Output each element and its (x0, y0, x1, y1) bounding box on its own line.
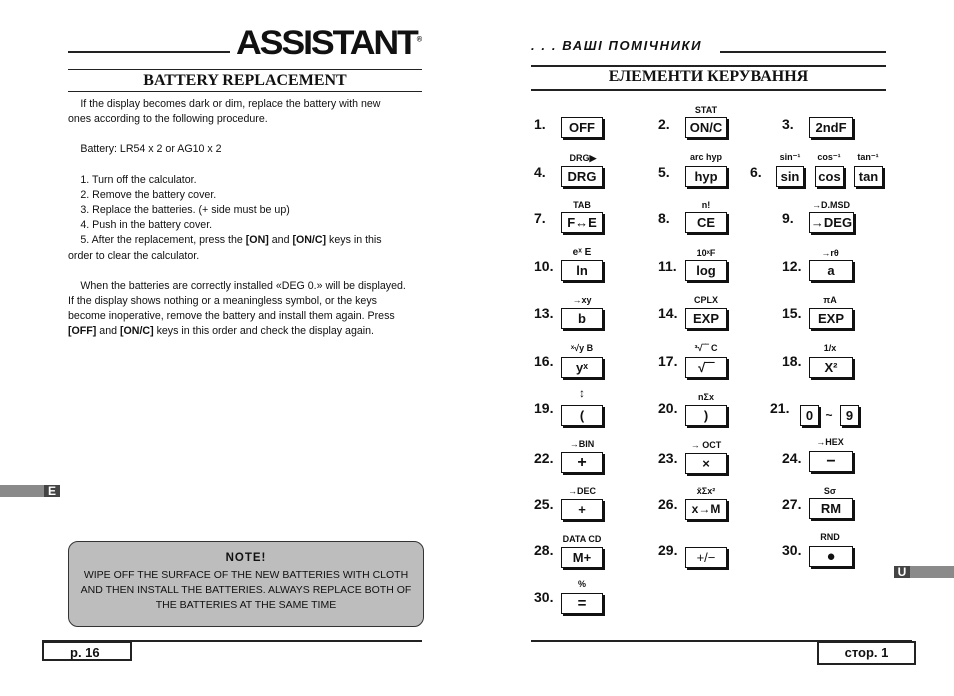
key-label-tab: TAB (573, 200, 591, 210)
key-label-updown: ↕ (579, 386, 585, 400)
key-label-reciprocal: 1/x (823, 343, 837, 353)
key-label-pi: πA (823, 295, 837, 305)
item-number: 7. (534, 210, 546, 226)
item-number: 9. (782, 210, 794, 226)
key-label-cube-root: ³√‾‾ C (694, 343, 718, 353)
note-body: WIPE OFF THE SURFACE OF THE NEW BATTERIES WITH CLOTH AND THEN INSTALL THE BATTERIES. ALWAYS REPLACE BOTH OF THE BATTERIES AT THE SAME TIME (80, 569, 412, 611)
side-tab-letter-e: E (44, 485, 60, 497)
key-label-drg: DRG▶ (569, 153, 597, 163)
step-2: 2. Remove the battery cover. (80, 188, 217, 201)
item-number: 14. (658, 305, 678, 321)
key-sin[interactable]: sin (776, 166, 804, 187)
key-label-bin: →BIN (569, 439, 595, 449)
key-arrow[interactable]: EXP (685, 308, 727, 329)
key-ce[interactable]: CE (685, 212, 727, 233)
item-number: 1. (534, 116, 546, 132)
item-number: 27. (782, 496, 802, 512)
item-number: 8. (658, 210, 670, 226)
item-number: 22. (534, 450, 554, 466)
item-number: 2. (658, 116, 670, 132)
key-open-paren[interactable]: ( (561, 405, 603, 426)
key-log[interactable]: log (685, 260, 727, 281)
key-label-cplx: CPLX (693, 295, 718, 305)
item-number: 4. (534, 164, 546, 180)
key-label-dmsd: →D.MSD (812, 200, 850, 210)
key-plus[interactable]: + (561, 452, 603, 473)
key-label-data-cd: DATA CD (562, 534, 602, 544)
item-number: 16. (534, 353, 554, 369)
key-label-rnd: RND (820, 532, 840, 542)
key-drg[interactable]: DRG (561, 166, 603, 187)
body-text (68, 97, 406, 340)
key-equals[interactable]: = (561, 593, 603, 614)
section-rule-bottom-right (531, 89, 886, 91)
brand-logo: ASSISTANT® (236, 24, 423, 62)
item-number: 30. (534, 589, 554, 605)
key-label-ex: eˣ E (572, 247, 592, 258)
key-label-n-sum-x: nΣx (698, 392, 714, 402)
section-rule-bottom (68, 91, 422, 92)
key-minus[interactable]: − (809, 451, 853, 472)
key-multiply[interactable]: × (685, 453, 727, 474)
key-a[interactable]: a (809, 260, 853, 281)
paragraph-check: When the batteries are correctly installed «DEG 0.» will be displayed. If the display shows nothing or a meaningless symbol, or the keys become inoperative, remove the battery and install them again. Press [OFF] and [ON/C] keys in this order and check the display again. (68, 279, 406, 338)
side-tab-left (0, 485, 44, 497)
key-label-r-theta: →rθ (821, 248, 839, 258)
page-number-left: p. 16 (42, 641, 132, 661)
key-square-root[interactable]: √‾‾ (685, 357, 727, 378)
key-to-deg[interactable]: →DEG (809, 212, 854, 233)
item-number: 28. (534, 542, 554, 558)
key-plus-2[interactable]: + (561, 499, 603, 520)
paragraph-intro: If the display becomes dark or dim, replace the battery with new ones according to the following procedure. (68, 98, 381, 126)
key-2ndf[interactable]: 2ndF (809, 117, 853, 138)
key-b[interactable]: b (561, 308, 603, 329)
key-label-percent: % (577, 579, 586, 589)
item-number: 12. (782, 258, 802, 274)
key-label-xrooty: ˣ√y B (570, 343, 594, 353)
key-label-xy: →xy (572, 295, 592, 305)
key-cos[interactable]: cos (815, 166, 844, 187)
key-label-tan-inv: tan⁻¹ (857, 152, 879, 162)
key-m-plus[interactable]: M+ (561, 547, 603, 568)
section-rule-top-right (531, 65, 886, 67)
item-number: 21. (770, 400, 790, 416)
item-number: 13. (534, 305, 554, 321)
item-number: 23. (658, 450, 678, 466)
page-number-right: стор. 1 (817, 641, 916, 665)
key-plus-minus[interactable]: +/− (685, 547, 727, 568)
key-label-sin-inv: sin⁻¹ (779, 152, 801, 162)
key-label-hex: →HEX (816, 437, 844, 447)
section-rule-top (68, 69, 422, 70)
key-ln[interactable]: ln (561, 260, 603, 281)
key-y-power-x[interactable]: yˣ (561, 357, 603, 378)
header-rule-left (68, 51, 230, 53)
key-label-stat: STAT (694, 105, 718, 115)
item-number: 20. (658, 400, 678, 416)
side-tab-letter-u: U (894, 566, 910, 578)
item-number: 10. (534, 258, 554, 274)
key-hyp[interactable]: hyp (685, 166, 727, 187)
step-3: 3. Replace the batteries. (+ side must be up) (80, 204, 290, 217)
key-9[interactable]: 9 (840, 405, 859, 426)
item-number: 24. (782, 450, 802, 466)
key-label-s-sigma: Sσ (823, 486, 837, 496)
key-exp[interactable]: EXP (809, 308, 853, 329)
header-rule-right (720, 51, 886, 53)
note-box (68, 541, 424, 627)
item-number: 26. (658, 496, 678, 512)
key-label-factorial: n! (701, 200, 711, 210)
key-label-10x: 10ˣF (696, 248, 716, 258)
item-number: 5. (658, 164, 670, 180)
item-number: 15. (782, 305, 802, 321)
key-tan[interactable]: tan (854, 166, 883, 187)
step-4: 4. Push in the battery cover. (80, 219, 213, 232)
key-f-e[interactable]: F↔E (561, 212, 603, 233)
note-title: NOTE! (225, 552, 267, 564)
item-number: 6. (750, 164, 762, 180)
item-number: 11. (658, 258, 677, 274)
item-number: 19. (534, 400, 554, 416)
tagline: . . . ВАШІ ПОМІЧНИКИ (531, 38, 703, 53)
key-off[interactable]: OFF (561, 117, 603, 138)
key-rm[interactable]: RM (809, 498, 853, 519)
key-label-dec: →DEC (567, 486, 596, 496)
section-title: BATTERY REPLACEMENT (143, 72, 347, 89)
step-1: 1. Turn off the calculator. (80, 173, 197, 186)
item-number: 30. (782, 542, 802, 558)
item-number: 3. (782, 116, 794, 132)
step-5: 5. After the replacement, press the [ON] and [ON/C] keys in this order to clear the calculator. (68, 234, 382, 262)
paragraph-battery-type: Battery: LR54 x 2 or AG10 x 2 (80, 143, 222, 156)
section-title-right: ЕЛЕМЕНТИ КЕРУВАННЯ (608, 68, 809, 85)
item-number: 17. (658, 353, 678, 369)
key-label-oct: → OCT (690, 440, 722, 450)
key-close-paren[interactable]: ) (685, 405, 727, 426)
item-number: 25. (534, 496, 554, 512)
key-label-arc-hyp: arc hyp (689, 152, 722, 162)
range-tilde: ~ (825, 408, 833, 422)
key-dot[interactable]: ● (809, 546, 853, 567)
key-label-cos-inv: cos⁻¹ (817, 152, 841, 162)
side-tab-right (910, 566, 954, 578)
key-on-c[interactable]: ON/C (685, 117, 727, 138)
key-label-stats: x̄Σx² (696, 486, 716, 496)
key-0[interactable]: 0 (800, 405, 819, 426)
item-number: 18. (782, 353, 802, 369)
item-number: 29. (658, 542, 678, 558)
key-x-to-m[interactable]: x→M (685, 499, 727, 520)
key-x-squared[interactable]: X² (809, 357, 853, 378)
